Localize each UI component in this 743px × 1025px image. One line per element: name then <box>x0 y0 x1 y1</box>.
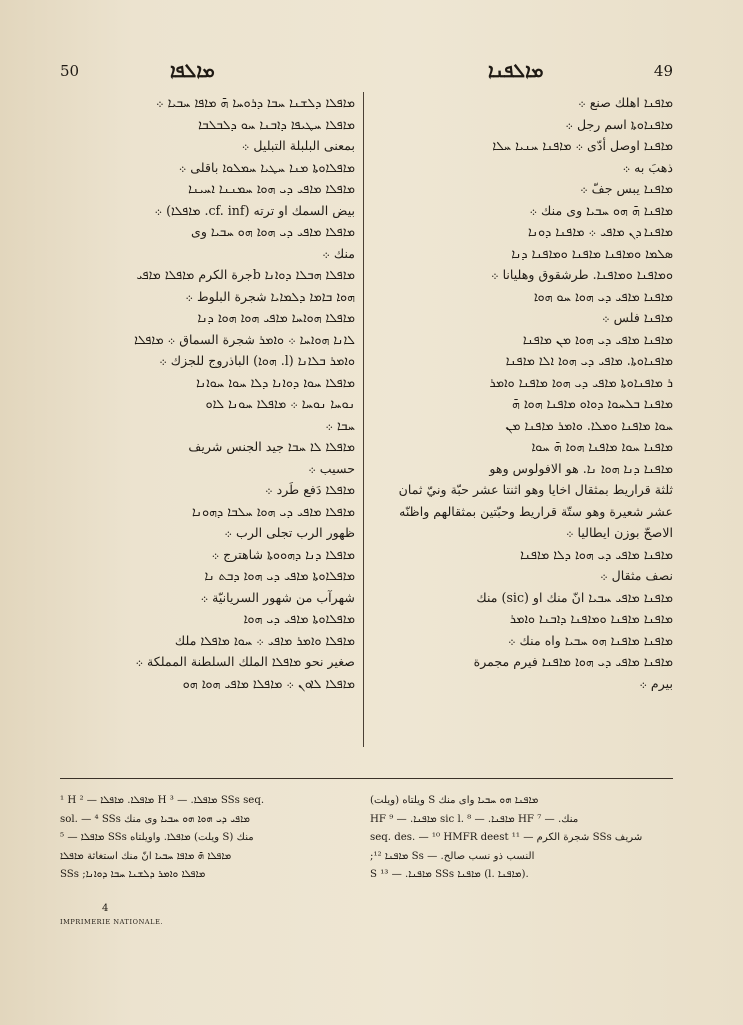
footnote-line: ;ܡܐܦܢܐ ¹² Ss — .النسب ذو نسب صالح <box>370 850 535 862</box>
entry-line: ܢܘܚܐ ܢܘܚܐ ܀ ܡܐܦܠܐ ܚܘܢܐ ܠܐܘ <box>205 396 355 411</box>
entry-line: ܠܐܢܐ ܗܘܐܚܐ ܀ ܘܐܡܪ شجرة السماق ܀ ܡܐܦܠܐ <box>134 331 355 347</box>
entry-line: ܚܘܐ ܡܐܦܢܐ ܘܡܠܐ. ܘܐܡܪ ܡܐܦܢܐ ܡܢ <box>505 417 673 433</box>
entry-line: الاصحّ بوزن ايطاليا ܀ <box>565 525 673 540</box>
footnotes-right <box>370 792 673 885</box>
footnote-line: S ܡܐܦܢܐ. — ¹³ SSs ܡܐܦܢܐ (l. ܡܐܦܢܐ). <box>370 869 529 880</box>
entry-line: صغير نحو ܡܐܦܠܐ الملك السلطنة المملكة ܀ <box>135 654 355 669</box>
footnote-rule <box>60 778 673 779</box>
entry-line: ܡܐܦܠܐ دَفع طَرد ܀ <box>265 482 355 497</box>
entry-line: ذهبَ به ܀ <box>622 159 673 175</box>
entry-line: ܡܐܦܠܐ ܗܘܐܚܐ ܡܐܦܝ ܗܘܐ ܗܘܐ ܕܢܐ <box>197 310 355 325</box>
entry-line: ܡܐܦܢܐ ܡܐܦܝ ܕܝ ܗܘܐ ܕܠܐ ܡܐܦܢܐ <box>520 546 673 562</box>
entry-line: ܡܐܦܢܐ اهلك صنع ܀ <box>578 95 673 110</box>
entry-line: ܡܐܦܠܐ ܕܠܫܢܐ ܚܒܐ ܕܪܘܚܐ ܗ̄ ܡܐܦܐ ܚܒܝܐ ܀ <box>156 95 355 110</box>
entry-line: ܡܐܦܢܐ ܡܐܦܢܐ ܘܡܐܦܢܐ ܕܐܒܢܐ ܘܐܡܪ <box>509 611 673 626</box>
entry-line: ܡܐܦܠܐܘܬܐ ܡܐܦܝ ܕܝ ܗܘܐ <box>243 611 355 626</box>
entry-line: بيض السمك او ترته (cf. inf. ܡܐܦܠܐ) ܀ <box>154 202 355 218</box>
right-column <box>370 92 673 694</box>
entry-line: ܡܐܦܢܐ ܡܐܦܝ ܚܒܝܐ انّ منك او (sic) منك <box>476 589 673 605</box>
entry-line: ܘܐܡܪ ܒܠܐܢܐ (l. ܗܘܐ) الباذروج للجزك ܀ <box>159 353 355 368</box>
entry-line: ثلثة قراريط بمثقال اخايا وهو اثنتا عشر حبّة ونيّ ثمان <box>398 482 673 497</box>
entry-line: ܡܐܦܠܐ ܘܐܡܪ ܡܐܦܝ ܀ ܚܘܐ ܡܐܦܠܐ ملك <box>174 632 355 648</box>
entry-line: نصف مثقال ܀ <box>600 568 673 583</box>
entry-line: ܡܐܦܠܐ ܚܘܐ ܕܘܐܢܐ ܕܠܐ ܚܘܐ ܚܘܐܢܐ <box>196 374 355 390</box>
entry-line: ܡܐܦܢܐ ܡܐܦܢܐ ܗܘ ܚܒܝܐ واه منك ܀ <box>507 632 673 648</box>
entry-line: ܡܐܦܢܐ ܡܐܦܝ ܕܝ ܗܘܐ ܡܢ ܡܐܦܢܐ <box>522 331 673 347</box>
left-page-number: 50 <box>60 62 80 80</box>
footnote-line: ܡܐܦܠܐ ܗ̄ ܡܐܦܐ ܚܒܝܐ انّ منك استغاثة ܡܐܦܠܐ <box>60 850 232 862</box>
entry-line: ܡܐܦܢܐ اوصل أدّى ܀ ܡܐܦܢܐ ܚܢܝܐ ܚܠܐ <box>492 138 673 153</box>
entry-line: ܡܐܦܠܐ ܡܐܦܝ ܕܝ ܗܘܐ ܚܡܢܢܐ ܐܚܝܢܐ <box>188 181 355 196</box>
entry-line: ܪ ܡܐܦܢܐܘܬܐ ܡܐܦܝ ܕܝ ܗܘܐ ܡܐܦܢܐ ܘܐܡܪ <box>489 374 673 390</box>
entry-line: عشر شعيرة وهو ستّة قراريط وحبّتين بمثقالهم واظنّه <box>399 503 673 519</box>
entry-line: ܡܐܦܢܐܘܬܐ. ܡܐܦܝ ܕܝ ܗܘܐ ܐܠܐ ܡܐܦܢܐ <box>505 353 673 368</box>
entry-line: ܡܐܦܢܐ ܡܐܦܝ ܕܝ ܗܘܐ ܚܘ ܗܘܐ <box>533 288 673 304</box>
entry-line: ܡܐܦܠܐ ܡܐܦܝ ܕܝ ܗܘܐ ܗܘ ܚܒܝܐ وى <box>190 224 355 239</box>
entry-line: ܡܐܦܠܐܘܬܐ ܡܐܦܝ ܕܝ ܗܘܐ ܕܒܬ ܢܐ <box>204 568 355 583</box>
entry-line: ܡܐܦܢܐ ܒܠܚܘܐ ܕܘܐܘ ܡܐܦܢܐ ܗܘܐ ܗ̄ <box>511 396 673 411</box>
entry-line: ܗܘܐ ܒܐܡܐ ܕܠܡܐܝܐ شجرة البلوط ܀ <box>185 288 355 304</box>
right-running-head: ܡܐܠܦܢܐ <box>488 60 544 82</box>
footnote-line: (ويلتاه (ويلت S ܡܐܦܢܐ ܗܘ ܚܒܝܐ واى منك <box>370 795 539 806</box>
entry-line: ܡܐܦܢܐ ܕܢ ܡܐܦܝ ܀ ܡܐܦܢܐ ܕܘܢܐ <box>528 224 673 239</box>
entry-line: بيرم ܀ <box>639 675 673 691</box>
right-page-number: 49 <box>653 62 673 80</box>
footnote-line: sol. — ⁴ SSs ܡܐܦܝ ܕܝ ܗܘܐ ܗܘ ܚܒܝܐ وى منك <box>60 813 251 825</box>
left-column <box>60 92 355 694</box>
entry-line: ظهور الرب تجلى الرب ܀ <box>224 525 355 540</box>
entry-line: ܡܐܦܠܐ ܗܒܠܐ ܕܘܐܢܐ bجرة الكرم ܡܐܦܠܐ ܡܐܦܝ <box>136 267 355 282</box>
entry-line: ܚܒܐ ܀ <box>325 417 355 433</box>
signature-mark: 4 <box>102 903 109 914</box>
footnote-line: seq. des. — ¹⁰ HMFR deest شجرة الكرم — ¹¹ SSs شريف <box>370 832 643 843</box>
entry-line: ܡܐܦܠܐ ܚܛܝܦܐ ܕܐܒܢܐ ܚܘ ܕܠܒܠܒܐ <box>198 116 355 132</box>
entry-line: ܣܠܡܐ ܘܡܐܦܢܐ ܡܐܦܢܐ ܘܡܐܦܢܐ ܕܢܐ <box>511 245 673 261</box>
entry-line: بمعنى البلبلة التبليل ܀ <box>241 138 355 153</box>
entry-line: ܡܐܦܠܐܘܬܐ ܡܢܐ ܚܛܝܐ ܚܡܠܘܐ باقلى ܀ <box>178 159 355 175</box>
left-running-head: ܡܐܠܦܐ <box>170 60 215 82</box>
column-divider <box>363 92 364 747</box>
entry-line: ܡܐܦܢܐ ܗ̄ ܗܘ ܚܒܝܐ وى منك ܀ <box>529 202 673 218</box>
entry-line: ܡܐܦܠܐ ܡܐܦܝ ܕܝ ܗܘܐ ܚܠܒܐ ܕܗܘܢܐ <box>192 503 355 519</box>
entry-line: ܡܐܦܢܐ ܚܘܐ ܡܐܦܢܐ ܗܘܐ ܗ̄ ܚܘܐ <box>531 439 673 454</box>
entry-line: ܘܡܐܦܢܐ ܘܡܐܦܢܐ. طرشقوق وهليانا ܀ <box>491 267 673 282</box>
imprint-line: IMPRIMERIE NATIONALE. <box>60 918 164 926</box>
footnote-line: SSs ;ܡܐܦܠܐ ܘܐܡܪ ܕܠܫܢܐ ܚܒܐ ܕܘܐܢܐ <box>60 869 206 880</box>
entry-line: حسيب ܀ <box>308 460 355 476</box>
entry-line: ܡܐܦܢܐ يبس جفّ ܀ <box>580 181 673 196</box>
footnote-line: ¹ H ܡܐܦܠܐ. ܡܐܦܠܐ — ² H ܡܐܦܠܐ. — ³ SSs seq. <box>60 795 265 806</box>
entry-line: ܡܐܦܠܐ ܕܢܐ ܕܗܘܘܬܐ شاهترج ܀ <box>211 546 355 562</box>
entry-line: ܡܐܦܠܐ ܠܐ ܚܒܐ جيد الجنس شريف <box>188 439 355 454</box>
footnote-line: HF ⁹ — .ܡܐܦܢܐ sic l. ⁸ — .ܡܐܦܢܐ HF ⁷ — .منك <box>370 813 579 825</box>
footnotes-left <box>60 792 352 885</box>
footnote-line: ܡܐܦܠܐ — ⁵ SSs ܡܐܦܠܐ. واويلتاه (ويلت S) منك <box>60 832 254 843</box>
entry-line: ܡܐܦܢܐ ܡܐܦܝ ܕܝ ܗܘܐ ܡܐܦܢܐ فيرم مجمرة <box>473 654 673 669</box>
entry-line: منك ܀ <box>322 245 355 261</box>
entry-line: ܡܐܦܢܐܘܬܐ اسم رجل ܀ <box>565 116 673 132</box>
entry-line: ܡܐܦܠܐ ܠܐܘܢ ܀ ܡܐܦܠܐ ܡܐܦܝ ܗܘܐ ܗܘ <box>182 675 355 691</box>
entry-line: ܡܐܦܢܐ فلس ܀ <box>602 310 673 325</box>
entry-line: ܡܐܦܢܐ ܕܢܐ ܗܘܐ ܢܐ. هو الافولوس وهو <box>489 460 673 476</box>
entry-line: شهرآب من شهور السريانيّة ܀ <box>200 589 355 605</box>
